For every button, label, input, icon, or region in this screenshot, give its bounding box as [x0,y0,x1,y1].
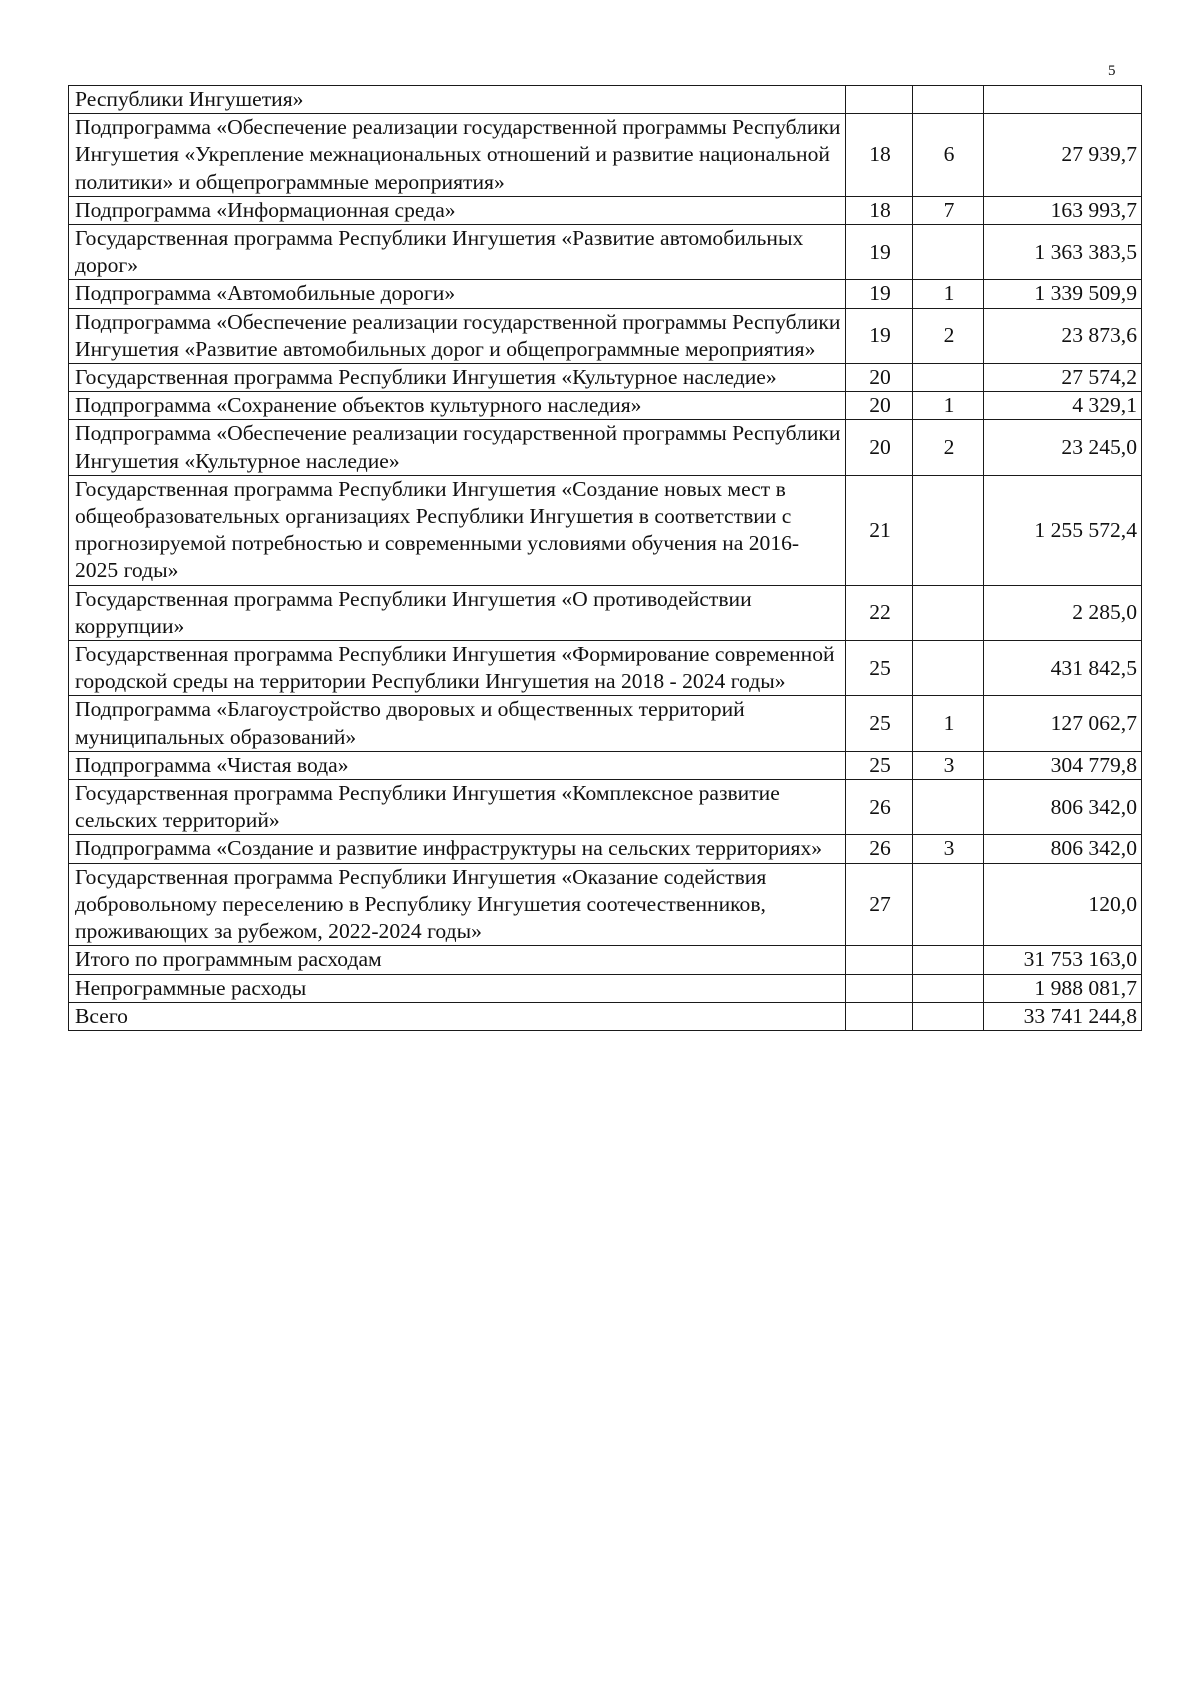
row-subprogram-cell [913,863,984,946]
row-program-cell: 18 [846,114,913,197]
row-amount-cell: 1 363 383,5 [984,225,1142,280]
row-amount-cell: 31 753 163,0 [984,946,1142,974]
table-row [69,1002,1142,1030]
row-program-cell: 26 [846,835,913,863]
row-amount-cell: 127 062,7 [984,696,1142,751]
row-name-cell: Подпрограмма «Обеспечение реализации государственной программы Республики Ингушетия «Культурное наследие» [69,420,846,475]
row-name-cell: Государственная программа Республики Ингушетия «О противодействии коррупции» [69,585,846,640]
row-name-cell: Государственная программа Республики Ингушетия «Формирование современной городской среды на территории Республики Ингушетия на 2018 - 2024 годы» [69,641,846,696]
row-amount-cell: 4 329,1 [984,392,1142,420]
table-row [69,751,1142,779]
row-name-cell: Подпрограмма «Создание и развитие инфраструктуры на сельских территориях» [69,835,846,863]
row-subprogram-cell: 3 [913,835,984,863]
row-subprogram-cell [913,1002,984,1030]
budget-table [68,85,1142,1031]
table-row [69,280,1142,308]
row-name-cell: Государственная программа Республики Ингушетия «Оказание содействия добровольному переселению в Республику Ингушетия соотечественников, проживающих за рубежом, 2022-2024 годы» [69,863,846,946]
row-subprogram-cell: 6 [913,114,984,197]
row-subprogram-cell [913,780,984,835]
row-program-cell [846,946,913,974]
row-name-cell: Государственная программа Республики Ингушетия «Комплексное развитие сельских территорий» [69,780,846,835]
table-row [69,225,1142,280]
row-amount-cell: 27 574,2 [984,364,1142,392]
table-row [69,392,1142,420]
row-program-cell: 20 [846,392,913,420]
row-name-cell: Подпрограмма «Информационная среда» [69,196,846,224]
table-row [69,696,1142,751]
row-amount-cell: 806 342,0 [984,780,1142,835]
row-amount-cell [984,86,1142,114]
row-amount-cell: 431 842,5 [984,641,1142,696]
row-program-cell: 19 [846,308,913,363]
row-subprogram-cell: 1 [913,392,984,420]
row-subprogram-cell [913,946,984,974]
row-program-cell [846,86,913,114]
table-row [69,946,1142,974]
table-row [69,974,1142,1002]
row-amount-cell: 23 245,0 [984,420,1142,475]
row-amount-cell: 23 873,6 [984,308,1142,363]
row-amount-cell: 33 741 244,8 [984,1002,1142,1030]
row-program-cell: 20 [846,420,913,475]
table-row [69,196,1142,224]
row-subprogram-cell [913,974,984,1002]
row-program-cell: 22 [846,585,913,640]
row-name-cell: Подпрограмма «Сохранение объектов культурного наследия» [69,392,846,420]
row-subprogram-cell: 3 [913,751,984,779]
row-amount-cell: 2 285,0 [984,585,1142,640]
page-number: 5 [1108,63,1116,79]
row-name-cell: Подпрограмма «Чистая вода» [69,751,846,779]
row-amount-cell: 1 255 572,4 [984,475,1142,585]
row-name-cell: Государственная программа Республики Ингушетия «Создание новых мест в общеобразовательных организациях Республики Ингушетия в соответствии с прогнозируемой потребностью и современными условиями обучения на 2016-2025 годы» [69,475,846,585]
row-subprogram-cell: 7 [913,196,984,224]
row-program-cell: 27 [846,863,913,946]
row-program-cell: 26 [846,780,913,835]
row-subprogram-cell: 1 [913,696,984,751]
row-subprogram-cell [913,475,984,585]
budget-table-container [68,85,1141,1031]
row-name-cell: Подпрограмма «Благоустройство дворовых и общественных территорий муниципальных образований» [69,696,846,751]
row-program-cell: 25 [846,641,913,696]
table-row [69,86,1142,114]
row-program-cell: 19 [846,225,913,280]
table-row [69,863,1142,946]
row-name-cell: Подпрограмма «Автомобильные дороги» [69,280,846,308]
row-subprogram-cell [913,364,984,392]
row-name-cell: Подпрограмма «Обеспечение реализации государственной программы Республики Ингушетия «Развитие автомобильных дорог и общепрограммные мероприятия» [69,308,846,363]
row-amount-cell: 27 939,7 [984,114,1142,197]
row-subprogram-cell: 2 [913,420,984,475]
row-program-cell: 20 [846,364,913,392]
table-row [69,308,1142,363]
row-amount-cell: 806 342,0 [984,835,1142,863]
row-subprogram-cell [913,641,984,696]
row-program-cell: 19 [846,280,913,308]
table-row [69,780,1142,835]
row-name-cell: Всего [69,1002,846,1030]
table-row [69,420,1142,475]
row-amount-cell: 1 988 081,7 [984,974,1142,1002]
row-program-cell: 18 [846,196,913,224]
row-subprogram-cell [913,585,984,640]
row-amount-cell: 304 779,8 [984,751,1142,779]
row-amount-cell: 163 993,7 [984,196,1142,224]
row-name-cell: Подпрограмма «Обеспечение реализации государственной программы Республики Ингушетия «Укрепление межнациональных отношений и развитие национальной политики» и общепрограммные мероприятия» [69,114,846,197]
row-program-cell [846,974,913,1002]
row-subprogram-cell [913,86,984,114]
row-subprogram-cell [913,225,984,280]
budget-table-body [69,86,1142,1031]
row-subprogram-cell: 2 [913,308,984,363]
row-amount-cell: 1 339 509,9 [984,280,1142,308]
row-subprogram-cell: 1 [913,280,984,308]
row-program-cell: 21 [846,475,913,585]
table-row [69,641,1142,696]
row-name-cell: Непрограммные расходы [69,974,846,1002]
row-program-cell [846,1002,913,1030]
row-amount-cell: 120,0 [984,863,1142,946]
table-row [69,835,1142,863]
table-row [69,114,1142,197]
row-name-cell: Итого по программным расходам [69,946,846,974]
row-name-cell: Республики Ингушетия» [69,86,846,114]
row-name-cell: Государственная программа Республики Ингушетия «Развитие автомобильных дорог» [69,225,846,280]
table-row [69,364,1142,392]
row-program-cell: 25 [846,696,913,751]
row-name-cell: Государственная программа Республики Ингушетия «Культурное наследие» [69,364,846,392]
table-row [69,475,1142,585]
table-row [69,585,1142,640]
row-program-cell: 25 [846,751,913,779]
